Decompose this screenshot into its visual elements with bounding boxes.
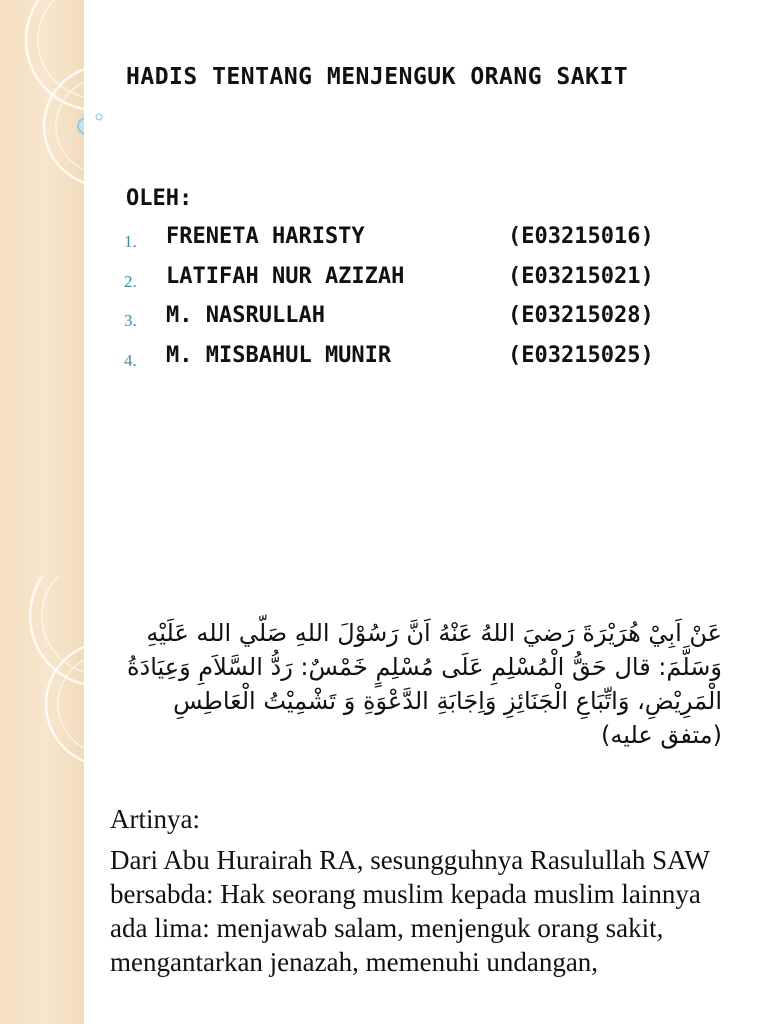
arabic-hadith-text: عَنْ اَبِيْ هُرَيْرَةَ رَضيَ اللهُ عَنْهُ اَنَّ رَسُوْلَ اللهِ صَلّي الله عَلَيْهِ وَسَلَّمَ: قال حَقُّ الْمُسْلِمِ عَلَى مُسْلِمٍ خَمْسٌ: رَدُّ السَّلاَمِ وَعِيَادَةُ الْمَرِيْضِ، وَاتِّبَاعِ الْجَنَائِزِ وَاِجَابَةِ الدَّعْوَةِ وَ تَشْمِيْتُ الْعَاطِسِ (متفق عليه)	[126, 619, 722, 749]
list-number: 3.	[124, 311, 137, 330]
member-id: (E03215028)	[508, 303, 654, 328]
small-circle-icon	[92, 110, 106, 124]
list-item	[124, 343, 744, 383]
decorative-circles-icon	[0, 0, 84, 576]
list-number: 1.	[124, 232, 137, 251]
member-list	[124, 224, 744, 382]
member-id: (E03215025)	[508, 342, 654, 368]
list-item	[124, 224, 744, 264]
member-name: M. NASRULLAH	[166, 303, 325, 328]
list-number: 4.	[124, 350, 137, 370]
slide-title: HADIS TENTANG MENJENGUK ORANG SAKIT	[126, 64, 629, 90]
member-id: (E03215021)	[508, 263, 654, 289]
decorative-side-strip	[0, 576, 84, 1024]
decorative-side-strip	[0, 0, 84, 576]
member-name: LATIFAH NUR AZIZAH	[166, 263, 405, 289]
member-name: FRENETA HARISTY	[166, 224, 365, 249]
member-name: M. MISBAHUL MUNIR	[166, 342, 392, 368]
slide-2	[0, 576, 768, 1024]
list-item	[124, 264, 744, 304]
artinya-label: Artinya:	[110, 804, 200, 834]
list-number: 2.	[124, 271, 137, 291]
oleh-label: OLEH:	[126, 186, 193, 211]
list-item	[124, 303, 744, 343]
decorative-circles-icon	[0, 576, 84, 1024]
translation-text: Dari Abu Hurairah RA, sesungguhnya Rasulullah SAW bersabda: Hak seorang muslim kepada muslim lainnya ada lima: menjawab salam, menjenguk orang sakit, mengantarkan jenazah, memenuhi undangan,	[110, 845, 710, 977]
member-id: (E03215016)	[508, 224, 654, 249]
